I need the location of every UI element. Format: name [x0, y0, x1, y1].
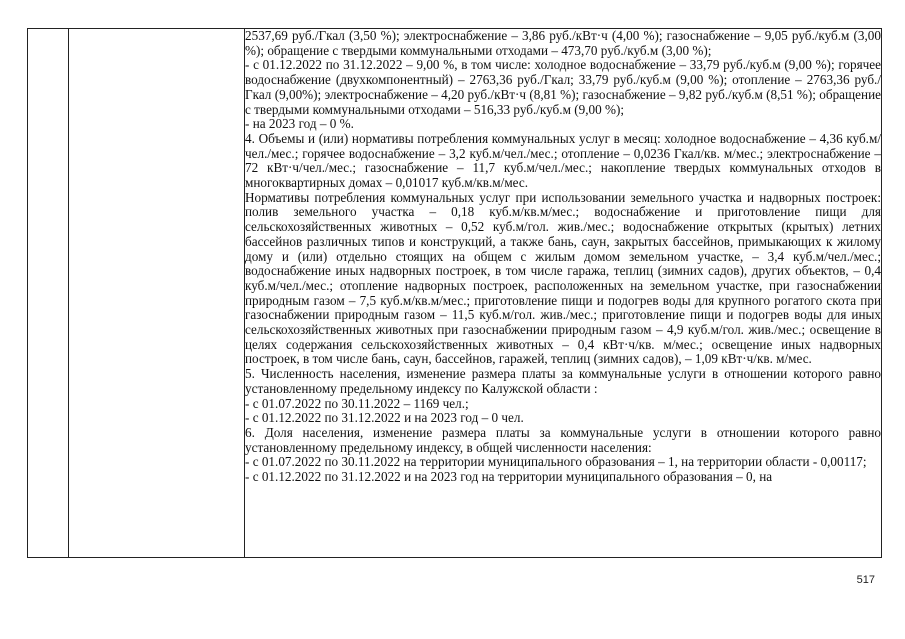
- document-table: [27, 28, 882, 558]
- content-text-block: [245, 29, 881, 557]
- paragraph: Нормативы потребления коммунальных услуг при использовании земельного участка и надворных построек: полив земельного участка – 0,18 куб.м/кв.м/мес.; водоснабжение и приготовление пищи для сельскохозяйственных животных – 0,52 куб.м/гол. жив./мес.; водоснабжение открытых (крытых) летних бассейнов различных типов и конструкций, а также бань, саун, закрытых бассейнов, примыкающих к жилому дому и (или) отдельно стоящих на общем с жилым домом земельном участке, – 3,4 куб.м/чел./мес.; водоснабжение иных надворных построек, в том числе гаража, теплиц (зимних садов), других объектов, – 0,4 куб.м/чел./мес.; отопление надворных построек, расположенных на земельном участке, при газоснабжении природным газом – 7,5 куб.м/кв.м/мес.; приготовление пищи и подогрев воды для крупного рогатого скота при газоснабжении природным газом – 11,5 куб.м/гол. жив./мес.; приготовление пищи и подогрев воды для иных сельскохозяйственных животных при газоснабжении природным газом – 4,9 куб.м/гол. жив./мес.; освещение в целях содержания сельскохозяйственных животных – 0,4 кВт·ч/кв. м/мес.; освещение иных надворных построек, в том числе бань, саун, бассейнов, гаражей, теплиц (зимних садов), – 1,09 кВт·ч/кв. м/мес.: [245, 189, 881, 367]
- paragraph: - с 01.12.2022 по 31.12.2022 и на 2023 год – 0 чел.: [245, 410, 524, 426]
- paragraph: - с 01.12.2022 по 31.12.2022 – 9,00 %, в том числе: холодное водоснабжение – 33,79 руб./куб.м (9,00 %); горячее водоснабжение (двухкомпонентный) – 2763,36 руб./Гкал; 33,79 руб./куб.м (9,00 %); отопление – 2763,36 руб./Гкал (9,00%); электроснабжение – 4,20 руб./кВт·ч (8,81 %); газоснабжение – 9,82 руб./куб.м (8,51 %); обращение с твердыми коммунальными отходами – 516,33 руб./куб.м (9,00 %);: [245, 57, 881, 117]
- table-cell-content: [245, 29, 882, 558]
- table-cell-name: [69, 29, 245, 558]
- paragraph: 2537,69 руб./Гкал (3,50 %); электроснабжение – 3,86 руб./кВт·ч (4,00 %); газоснабжение – 9,05 руб./куб.м (3,00 %); обращение с твердыми коммунальными отходами – 473,70 руб./куб.м (3,00 %);: [245, 29, 881, 58]
- table-cell-number: [28, 29, 69, 558]
- paragraph: 4. Объемы и (или) нормативы потребления коммунальных услуг в месяц: холодное водоснабжение – 4,36 куб.м/чел./мес.; горячее водоснабжение – 3,2 куб.м/чел./мес.; отопление – 0,0236 Гкал/кв. м/мес.; электроснабжение – 72 кВт·ч/чел./мес.; газоснабжение – 11,7 куб.м/чел./мес.; накопление твердых коммунальных отходов в многоквартирных домах – 0,01017 куб.м/кв.м/мес.: [245, 130, 881, 191]
- paragraph: - с 01.12.2022 по 31.12.2022 и на 2023 год на территории муниципального образования – 0, на: [245, 469, 773, 485]
- paragraph: - с 01.07.2022 по 30.11.2022 – 1169 чел.;: [245, 395, 469, 411]
- table-row: [28, 29, 882, 558]
- paragraph: - на 2023 год – 0 %.: [245, 116, 354, 132]
- page-number: 517: [856, 574, 875, 586]
- paragraph: 5. Численность населения, изменение размера платы за коммунальные услуги в отношении которого равно установленному предельному индексу по Калужской области :: [245, 366, 881, 396]
- paragraph: - с 01.07.2022 по 30.11.2022 на территории муниципального образования – 1, на территории области - 0,00117;: [245, 454, 867, 470]
- paragraph: 6. Доля населения, изменение размера платы за коммунальные услуги в отношении которого равно установленному предельному индексу, в общей численности населения:: [245, 424, 881, 455]
